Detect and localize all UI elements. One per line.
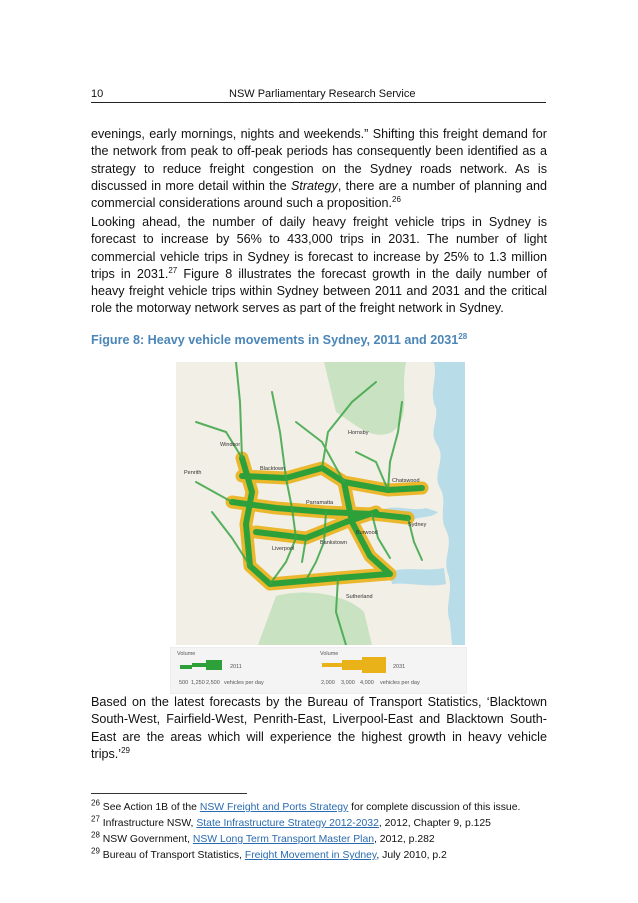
label-bankstown: Bankstown	[320, 540, 347, 546]
footnote-28-link[interactable]: NSW Long Term Transport Master Plan	[192, 834, 375, 845]
botany-bay	[390, 568, 446, 585]
footnote-ref-28[interactable]: 28	[458, 331, 468, 341]
legend-2031-value-2000: 2,000	[321, 680, 335, 686]
footnote-29: $^{29}$ Bureau of Transport Statistics, Freight Movement in Sydney, July 2010, p.2	[91, 846, 447, 861]
legend-2011-value-2500: 2,500	[206, 680, 220, 686]
page-number: 10	[91, 88, 104, 100]
figure-caption: Figure 8: Heavy vehicle movements in Sydney, 2011 and 2031$^{28}$	[91, 331, 468, 347]
label-hornsby: Hornsby	[348, 430, 369, 436]
paragraph-growth-areas: Based on the latest forecasts by the Bureau of Transport Statistics, ‘Blacktown South-West, Fairfield-West, Penrith-East, Liverpool-East and Blacktown South-East are the areas which will experience the highest growth in heavy vehicle trips.’$^{29}$	[91, 695, 547, 761]
label-parramatta: Parramatta	[306, 500, 334, 506]
label-burwood: Burwood	[356, 530, 378, 536]
label-liverpool: Liverpool	[272, 546, 295, 552]
footnote-29-link[interactable]: Freight Movement in Sydney	[244, 850, 377, 861]
legend-year-2011: 2011	[230, 664, 242, 670]
legend-2011-value-1250: 1,250	[191, 680, 205, 686]
legend-volume-title-2011: Volume	[177, 651, 196, 657]
legend-year-2031: 2031	[393, 664, 406, 670]
map-legend	[170, 647, 467, 694]
label-windsor: Windsor	[220, 442, 241, 448]
legend-2031-value-4000: 4,000	[360, 680, 374, 686]
footnote-separator	[91, 793, 247, 794]
paragraph-forecast: Looking ahead, the number of daily heavy freight vehicle trips in Sydney is forecast to increase by 56% to 433,000 trips in 2031. The number of light commercial vehicle trips in Sydney is forecast to increase by 25% to 1.3 million trips in 2031.27 Figure 8 illustrates the forecast growth in the daily number of heavy freight vehicle trips within Sydney between 2011 and 2031 and the critical role the motorway network serves as part of the freight network in Sydney.	[91, 215, 547, 316]
footnote-ref-29[interactable]: 29	[121, 745, 130, 755]
label-sydney: Sydney	[408, 522, 427, 528]
label-penrith: Penrith	[184, 470, 202, 476]
footnote-28: $^{28}$ NSW Government, NSW Long Term Transport Master Plan, 2012, p.282	[91, 830, 435, 845]
paragraph-freight-demand: evenings, early mornings, nights and weekends.” Shifting this freight demand for the network from peak to off-peak periods has consequently been identified as a strategy to reduce freight congestion on the Sydney roads network. As is discussed in more detail within the Strategy, there are a number of planning and commercial considerations around such a proposition.$^{26}$	[91, 127, 547, 211]
footnote-ref-27[interactable]: 27	[168, 265, 178, 275]
label-sutherland: Sutherland	[346, 594, 373, 600]
label-chatswood: Chatswood	[392, 478, 420, 484]
page-header	[91, 86, 546, 103]
legend-2031-unit: vehicles per day	[380, 680, 420, 686]
footnote-26: $^{26}$ See Action 1B of the NSW Freight and Ports Strategy for complete discussion of this issue.	[91, 798, 521, 813]
footnote-27: $^{27}$ Infrastructure NSW, State Infrastructure Strategy 2012-2032, 2012, Chapter 9, p.125	[91, 814, 491, 829]
running-title: NSW Parliamentary Research Service	[229, 88, 416, 100]
footnote-27-link[interactable]: State Infrastructure Strategy 2012-2032	[196, 818, 379, 829]
legend-2031-value-3000: 3,000	[341, 680, 355, 686]
legend-2011-value-500: 500	[179, 680, 189, 686]
legend-volume-title-2031: Volume	[320, 651, 339, 657]
legend-2011-unit: vehicles per day	[224, 680, 264, 686]
sydney-freight-map	[176, 362, 465, 645]
footnote-ref-26[interactable]: 26	[392, 195, 401, 204]
footnote-26-link[interactable]: NSW Freight and Ports Strategy	[199, 802, 349, 813]
strategy-emphasis: Strategy	[290, 178, 338, 193]
label-blacktown: Blacktown	[260, 466, 286, 472]
